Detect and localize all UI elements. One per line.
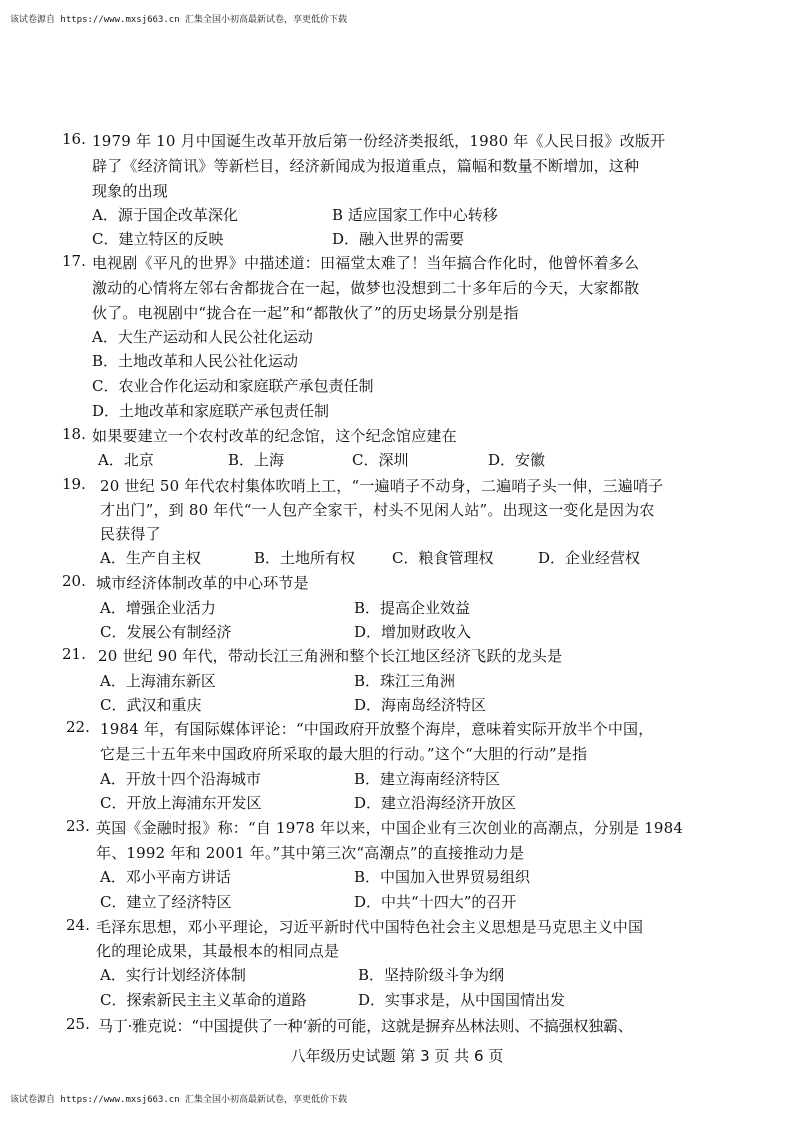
question-16-option-a: A．源于国企改革深化 bbox=[92, 206, 238, 224]
question-22-option-a: A．开放十四个沿海城市 bbox=[100, 770, 261, 788]
question-24-line-1: 毛泽东思想，邓小平理论，习近平新时代中国特色社会主义思想是马克思主义中国 bbox=[96, 918, 644, 936]
question-21-number: 21. bbox=[62, 645, 86, 663]
question-21-option-b: B．珠江三角洲 bbox=[354, 672, 456, 690]
question-18-option-a: A．北京 bbox=[98, 451, 154, 469]
question-17-line-2: 激动的心情将左邻右舍都拢合在一起，做梦也没想到二十多年后的今天，大家都散 bbox=[92, 279, 640, 297]
question-16-line-3: 现象的出现 bbox=[92, 182, 169, 200]
question-24-number: 24. bbox=[66, 916, 90, 934]
question-22-number: 22. bbox=[66, 718, 90, 736]
question-18-option-b: B．上海 bbox=[228, 451, 285, 469]
question-23-line-2: 年、1992 年和 2001 年。”其中第三次“高潮点”的直接推动力是 bbox=[96, 844, 525, 862]
question-17-number: 17. bbox=[62, 252, 86, 270]
question-22-line-1: 1984 年，有国际媒体评论：“中国政府开放整个海岸，意味着实际开放半个中国， bbox=[100, 720, 654, 738]
question-22-option-b: B．建立海南经济特区 bbox=[354, 770, 501, 788]
question-22-line-2: 它是三十五年来中国政府所采取的最大胆的行动。”这个“大胆的行动”是指 bbox=[100, 745, 588, 763]
question-23-line-1: 英国《金融时报》称：“自 1978 年以来，中国企业有三次创业的高潮点，分别是 1984 bbox=[96, 819, 684, 837]
question-20-option-a: A．增强企业活力 bbox=[100, 599, 216, 617]
question-22-option-d: D．建立沿海经济开放区 bbox=[354, 794, 517, 812]
question-19-line-2: 才出门”，到 80 年代“一人包产全家干，村头不见闲人站”。出现这一变化是因为农 bbox=[100, 501, 655, 519]
question-23-option-b: B．中国加入世界贸易组织 bbox=[354, 868, 531, 886]
question-16-line-2: 辟了《经济简讯》等新栏目，经济新闻成为报道重点，篇幅和数量不断增加，这种 bbox=[92, 157, 640, 175]
question-24-option-a: A．实行计划经济体制 bbox=[100, 966, 246, 984]
question-19-option-d: D．企业经营权 bbox=[538, 549, 641, 567]
question-19-option-a: A．生产自主权 bbox=[100, 549, 201, 567]
question-23-number: 23. bbox=[66, 817, 90, 835]
question-16-option-b: B 适应国家工作中心转移 bbox=[332, 206, 498, 224]
question-21-option-a: A．上海浦东新区 bbox=[100, 672, 216, 690]
question-17-option-d: D．土地改革和家庭联产承包责任制 bbox=[92, 402, 330, 420]
question-20-option-d: D．增加财政收入 bbox=[354, 623, 472, 641]
question-24-option-b: B．坚持阶级斗争为纲 bbox=[358, 966, 505, 984]
question-17-option-b: B．土地改革和人民公社化运动 bbox=[92, 352, 299, 370]
question-25-number: 25. bbox=[66, 1015, 90, 1033]
question-19-line-3: 民获得了 bbox=[100, 525, 161, 543]
question-20-option-b: B．提高企业效益 bbox=[354, 599, 471, 617]
page-footer: 八年级历史试题 第 3 页 共 6 页 bbox=[290, 1047, 504, 1065]
question-18-option-d: D．安徽 bbox=[488, 451, 546, 469]
question-19-option-b: B．土地所有权 bbox=[254, 549, 356, 567]
question-21-option-d: D．海南岛经济特区 bbox=[354, 696, 487, 714]
watermark-top: 该试卷源自 https://www.mxsj663.cn 汇集全国小初高最新试卷，享更低价下载 bbox=[10, 15, 348, 25]
question-23-option-a: A．邓小平南方讲话 bbox=[100, 868, 231, 886]
question-23-option-d: D．中共“十四大”的召开 bbox=[354, 893, 517, 911]
question-16-option-d: D．融入世界的需要 bbox=[332, 230, 465, 248]
question-22-option-c: C．开放上海浦东开发区 bbox=[100, 794, 262, 812]
question-23-option-c: C．建立了经济特区 bbox=[100, 893, 232, 911]
question-17-line-3: 伙了。电视剧中“拢合在一起”和“都散伙了”的历史场景分别是指 bbox=[92, 304, 519, 322]
question-21-line-1: 20 世纪 90 年代，带动长江三角洲和整个长江地区经济飞跃的龙头是 bbox=[98, 647, 563, 665]
question-18-line-1: 如果要建立一个农村改革的纪念馆，这个纪念馆应建在 bbox=[92, 427, 457, 445]
question-16-option-c: C．建立特区的反映 bbox=[92, 230, 224, 248]
question-25-line-1: 马丁·雅克说：“中国提供了一种‘新的可能，这就是摒弃丛林法则、不搞强权独霸、 bbox=[98, 1017, 633, 1035]
question-20-number: 20. bbox=[62, 572, 86, 590]
question-17-line-1: 电视剧《平凡的世界》中描述道：田福堂太难了！当年搞合作化时，他曾怀着多么 bbox=[92, 254, 640, 272]
question-24-option-c: C．探索新民主主义革命的道路 bbox=[100, 991, 307, 1009]
question-19-line-1: 20 世纪 50 年代农村集体吹哨上工，“一遍哨子不动身，二遍哨子头一伸，三遍哨子 bbox=[100, 477, 664, 495]
question-19-option-c: C．粮食管理权 bbox=[392, 549, 494, 567]
question-21-option-c: C．武汉和重庆 bbox=[100, 696, 202, 714]
question-20-option-c: C．发展公有制经济 bbox=[100, 623, 232, 641]
question-24-line-2: 化的理论成果，其最根本的相同点是 bbox=[96, 942, 340, 960]
watermark-bottom: 该试卷源自 https://www.mxsj663.cn 汇集全国小初高最新试卷，享更低价下载 bbox=[10, 1095, 348, 1105]
question-17-option-c: C．农业合作化运动和家庭联产承包责任制 bbox=[92, 377, 374, 395]
question-17-option-a: A．大生产运动和人民公社化运动 bbox=[92, 328, 313, 346]
question-20-line-1: 城市经济体制改革的中心环节是 bbox=[96, 574, 309, 592]
question-18-number: 18. bbox=[62, 425, 86, 443]
question-24-option-d: D．实事求是，从中国国情出发 bbox=[358, 991, 566, 1009]
question-19-number: 19. bbox=[62, 475, 86, 493]
question-16-line-1: 1979 年 10 月中国诞生改革开放后第一份经济类报纸，1980 年《人民日报》改版开 bbox=[92, 132, 666, 150]
question-18-option-c: C．深圳 bbox=[352, 451, 409, 469]
question-16-number: 16. bbox=[62, 130, 86, 148]
